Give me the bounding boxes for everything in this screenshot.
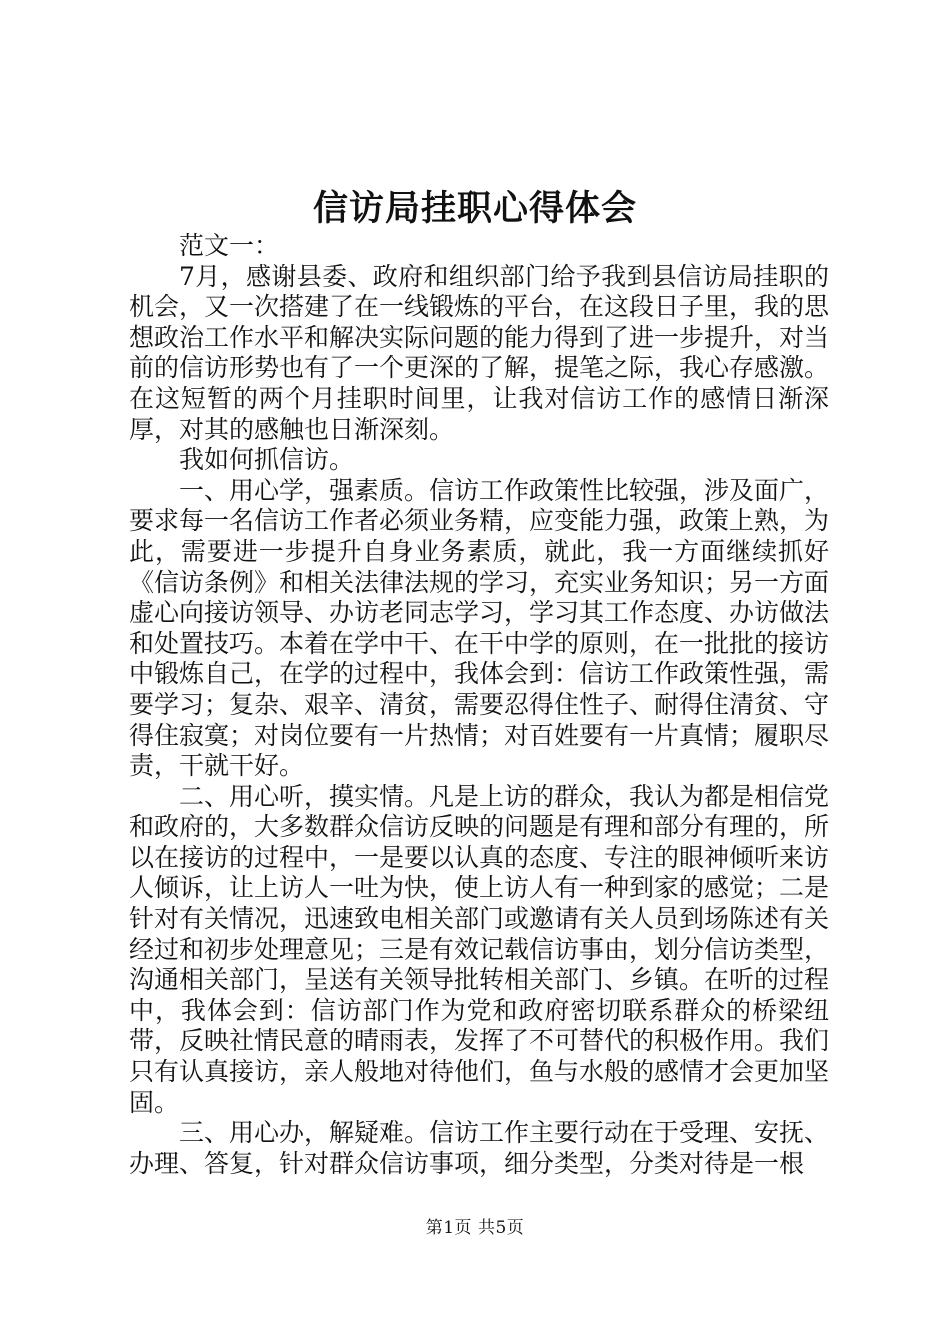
document-body [129, 231, 829, 1179]
paragraph-point-three: 三、用心办，解疑难。信访工作主要行动在于受理、安抚、办理、答复，针对群众信访事项，细分类型，分类对待是一根 [129, 1118, 830, 1178]
paragraph-heading-how: 我如何抓信访。 [179, 445, 355, 475]
paragraph-fanwen-label: 范文一： [179, 231, 280, 260]
paragraph-intro: 7月，感谢县委、政府和组织部门给予我到县信访局挂职的机会，又一次搭建了在一线锻炼的平台，在这段日子里，我的思想政治工作水平和解决实际问题的能力得到了进一步提升，对当前的信访形势也有了一个更深的了解，提笔之际，我心存感激。在这短暂的两个月挂职时间里，让我对信访工作的感情日渐深厚，对其的感触也日渐深刻。 [129, 261, 830, 444]
paragraph-point-one: 一、用心学，强素质。信访工作政策性比较强，涉及面广，要求每一名信访工作者必须业务精，应变能力强，政策上熟，为此，需要进一步提升自身业务素质，就此，我一方面继续抓好《信访条例》和相关法律法规的学习，充实业务知识；另一方面虚心向接访领导、办访老同志学习，学习其工作态度、办访做法和处置技巧。本着在学中干、在干中学的原则，在一批批的接访中锻炼自己，在学的过程中，我体会到：信访工作政策性强，需要学习；复杂、艰辛、清贫，需要忍得住性子、耐得住清贫、守得住寂寞；对岗位要有一片热情；对百姓要有一片真情；履职尽责，干就干好。 [129, 475, 830, 781]
document-title: 信访局挂职心得体会 [312, 188, 637, 229]
page-number: 第1页 共5页 [425, 1218, 525, 1238]
paragraph-point-two: 二、用心听，摸实情。凡是上访的群众，我认为都是相信党和政府的，大多数群众信访反映的问题是有理和部分有理的，所以在接访的过程中，一是要以认真的态度、专注的眼神倾听来访人倾诉，让上访人一吐为快，使上访人有一种到家的感觉；二是针对有关情况，迅速致电相关部门或邀请有关人员到场陈述有关经过和初步处理意见；三是有效记载信访事由，划分信访类型，沟通相关部门，呈送有关领导批转相关部门、乡镇。在听的过程中，我体会到：信访部门作为党和政府密切联系群众的桥梁纽带，反映社情民意的晴雨表，发挥了不可替代的积极作用。我们只有认真接访，亲人般地对待他们，鱼与水般的感情才会更加坚固。 [129, 781, 830, 1117]
